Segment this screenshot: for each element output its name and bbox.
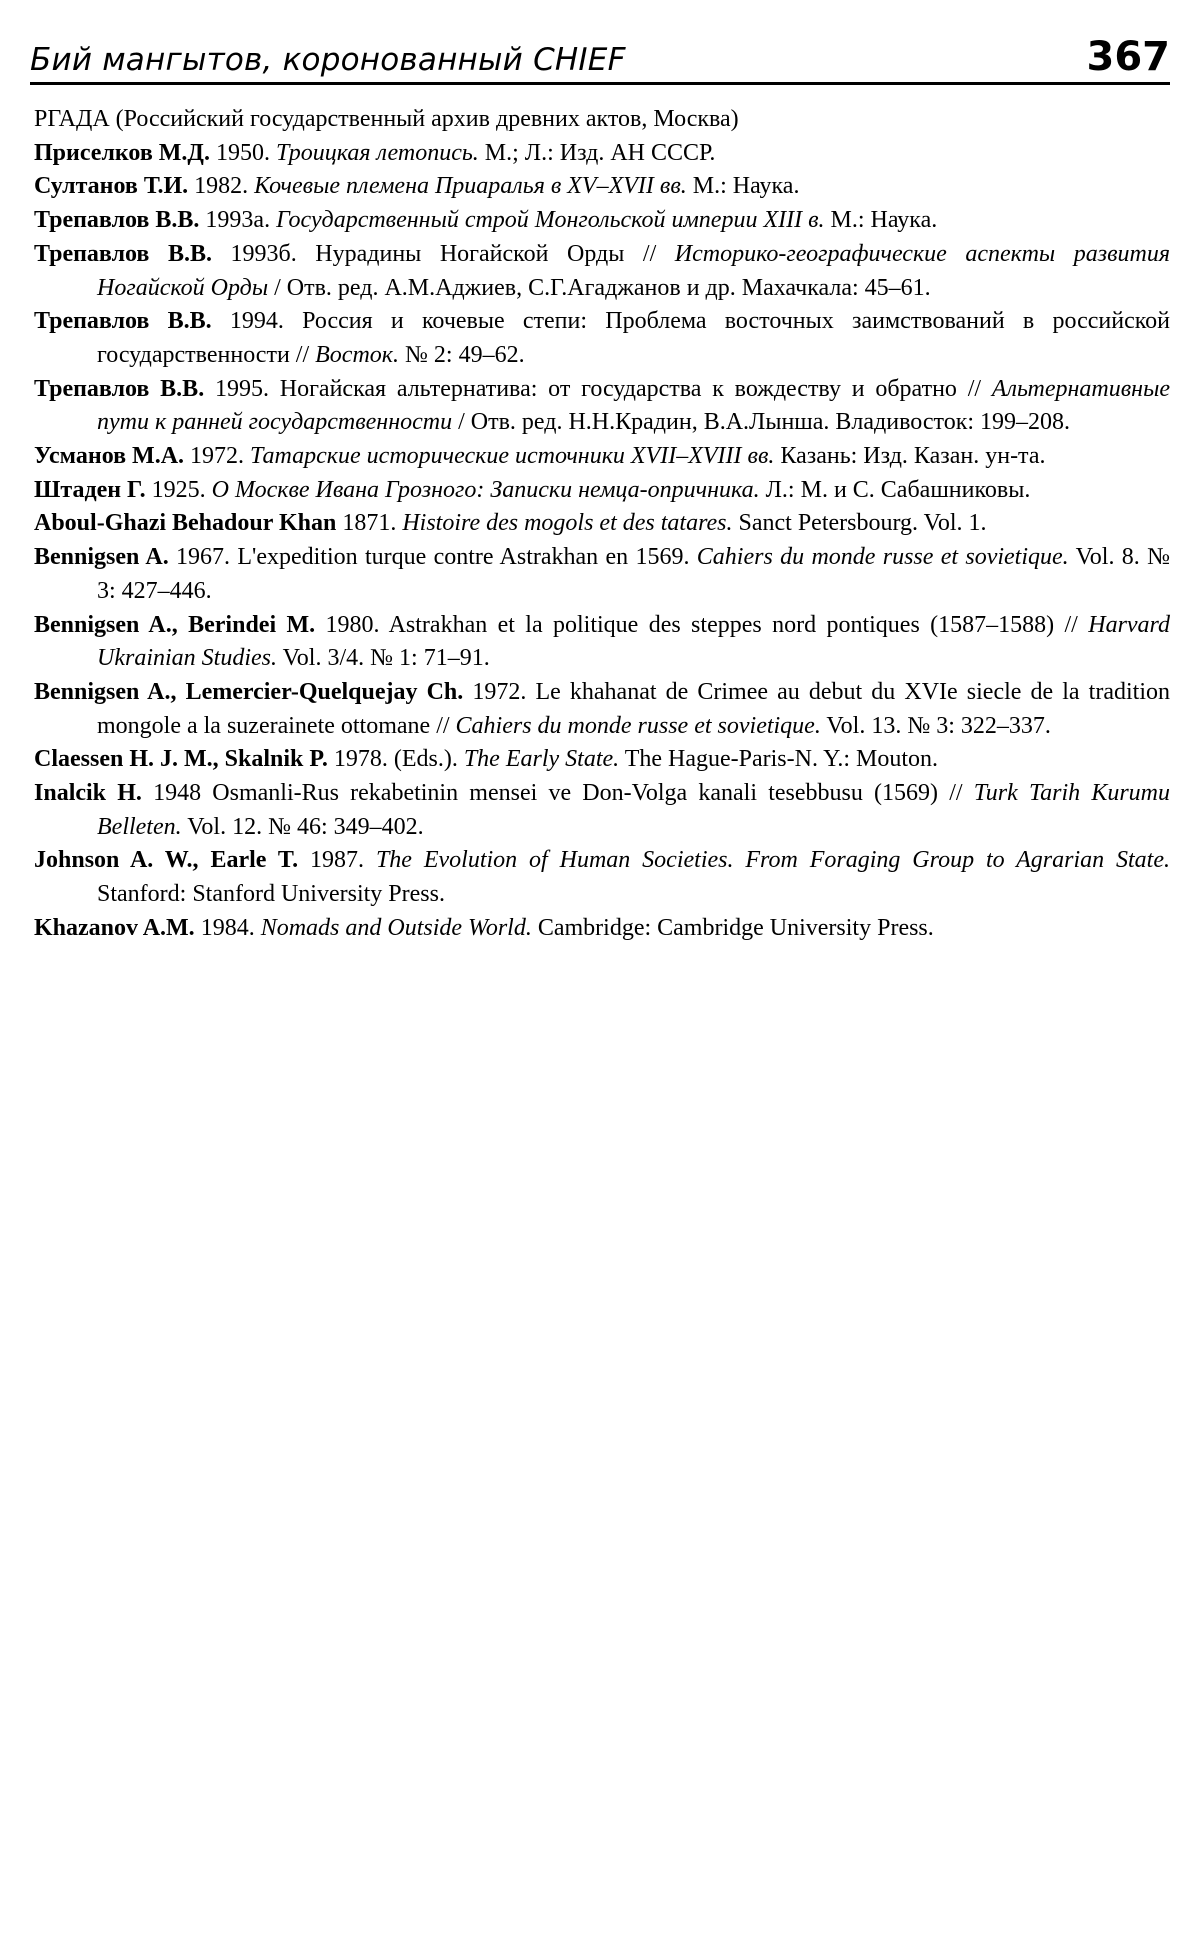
reference-details: Vol. 12. № 46: 349–402. [182,814,424,840]
reference-entry [34,305,1170,372]
reference-details: / Отв. ред. А.М.Аджиев, С.Г.Агаджанов и др. Махачкала: 45–61. [268,275,931,301]
reference-entry [34,137,1170,171]
reference-details: Sanct Petersbourg. Vol. 1. [733,510,987,536]
reference-title: The Evolution of Human Societies. From Foraging Group to Agrarian State. [376,847,1170,873]
reference-details: М.; Л.: Изд. АН СССР. [479,140,716,166]
reference-details: Л.: М. и С. Сабашниковы. [760,477,1031,503]
reference-author: Султанов Т.И. [34,173,188,199]
reference-year: 1982. [188,173,254,199]
reference-title: Восток. [315,342,399,368]
reference-title: Nomads and Outside World. [261,915,532,941]
reference-author: Johnson A. W., Earle T. [34,847,298,873]
reference-details: Cambridge: Cambridge University Press. [532,915,934,941]
reference-year: 1980. [315,612,388,638]
reference-details: Казань: Изд. Казан. ун-та. [774,443,1045,469]
reference-year: 1967. [169,544,238,570]
reference-author: Bennigsen A., Berindei M. [34,612,315,638]
reference-entry [34,743,1170,777]
reference-title: Государственный строй Монгольской империи XIII в. [276,207,824,233]
reference-entry [34,373,1170,440]
reference-year: 1987. [298,847,376,873]
reference-author: Усманов М.А. [34,443,184,469]
reference-title: Кочевые племена Приаралья в XV–XVII вв. [254,173,687,199]
reference-details: Vol. 13. № 3: 322–337. [821,713,1051,739]
reference-title: Троицкая летопись. [276,140,479,166]
reference-title: The Early State. [464,746,619,772]
reference-title: Histoire des mogols et des tatares. [402,510,732,536]
reference-author: Inalcik H. [34,780,142,806]
reference-title: Turk Tarih Kurumu Belleten. [97,780,1170,840]
reference-year: 1871. [336,510,402,536]
reference-year: 1984. [195,915,261,941]
reference-details: РГАДА (Российский государственный архив древних актов, Москва) [34,106,739,132]
reference-details: М.: Наука. [687,173,800,199]
bibliography-list [34,103,1170,946]
reference-author: Приселков М.Д. [34,140,210,166]
reference-title: Историко-географические аспекты развития Ногайской Орды [97,241,1170,301]
reference-text: Ногайская альтернатива: от государства к вождеству и обратно // [280,376,992,402]
reference-year: 1994. [212,308,302,334]
reference-entry [34,541,1170,608]
reference-text: Osmanli-Rus rekabetinin mensei ve Don-Volga kanali tesebbusu (1569) // [212,780,973,806]
reference-author: Claessen H. J. M., Skalnik P. [34,746,328,772]
reference-author: Трепавлов В.В. [34,376,204,402]
reference-entry [34,238,1170,305]
reference-title: Cahiers du monde russe et sovietique. [456,713,821,739]
reference-entry [34,103,1170,137]
reference-entry [34,170,1170,204]
reference-year: 1993б. [212,241,315,267]
reference-author: Трепавлов В.В. [34,308,212,334]
reference-text: Россия и кочевые степи: Проблема восточных заимствований в российской государственности // [97,308,1170,368]
page-number: 367 [1087,34,1171,80]
reference-author: Khazanov A.M. [34,915,195,941]
reference-entry [34,676,1170,743]
reference-entry [34,507,1170,541]
reference-details: Vol. 3/4. № 1: 71–91. [277,645,490,671]
reference-text: Astrakhan et la politique des steppes nord pontiques (1587–1588) // [389,612,1089,638]
reference-year: 1972. [463,679,535,705]
book-page [0,0,1200,1947]
reference-title: Cahiers du monde russe et sovietique. [697,544,1069,570]
running-title: Бий мангытов, коронованный CHIEF [30,42,626,78]
reference-author: Bennigsen A., Lemercier-Quelquejay Ch. [34,679,463,705]
reference-year: 1925. [146,477,212,503]
reference-title: О Москве Ивана Грозного: Записки немца-опричника. [212,477,760,503]
reference-entry [34,844,1170,911]
reference-title: Harvard Ukrainian Studies. [97,612,1170,672]
reference-entry [34,912,1170,946]
reference-entry [34,777,1170,844]
reference-year: 1948 [142,780,212,806]
reference-details: № 2: 49–62. [399,342,525,368]
reference-details: The Hague-Paris-N. Y.: Mouton. [619,746,938,772]
reference-year: 1995. [204,376,280,402]
reference-author: Bennigsen A. [34,544,169,570]
reference-details: Stanford: Stanford University Press. [97,881,445,907]
reference-author: Трепавлов В.В. [34,207,199,233]
reference-year: 1993а. [199,207,276,233]
reference-entry [34,204,1170,238]
page-header [30,20,1170,85]
reference-entry [34,440,1170,474]
reference-year: 1950. [210,140,276,166]
reference-text: L'expedition turque contre Astrakhan en 1569. [237,544,696,570]
reference-author: Штаден Г. [34,477,146,503]
reference-author: Aboul-Ghazi Behadour Khan [34,510,336,536]
reference-title: Альтернативные пути к ранней государственности [97,376,1170,436]
reference-entry [34,609,1170,676]
reference-text: Le khahanat de Crimee au debut du XVIe siecle de la tradition mongole a la suzerainete ottomane // [97,679,1170,739]
reference-author: Трепавлов В.В. [34,241,212,267]
reference-text: Нурадины Ногайской Орды // [315,241,675,267]
reference-title: Татарские исторические источники XVII–XVIII вв. [250,443,774,469]
reference-year: 1978. (Eds.). [328,746,464,772]
reference-entry [34,474,1170,508]
reference-details: Vol. 8. № 3: 427–446. [97,544,1170,604]
reference-details: М.: Наука. [825,207,938,233]
reference-details: / Отв. ред. Н.Н.Крадин, В.А.Лынша. Владивосток: 199–208. [452,409,1070,435]
reference-year: 1972. [184,443,250,469]
